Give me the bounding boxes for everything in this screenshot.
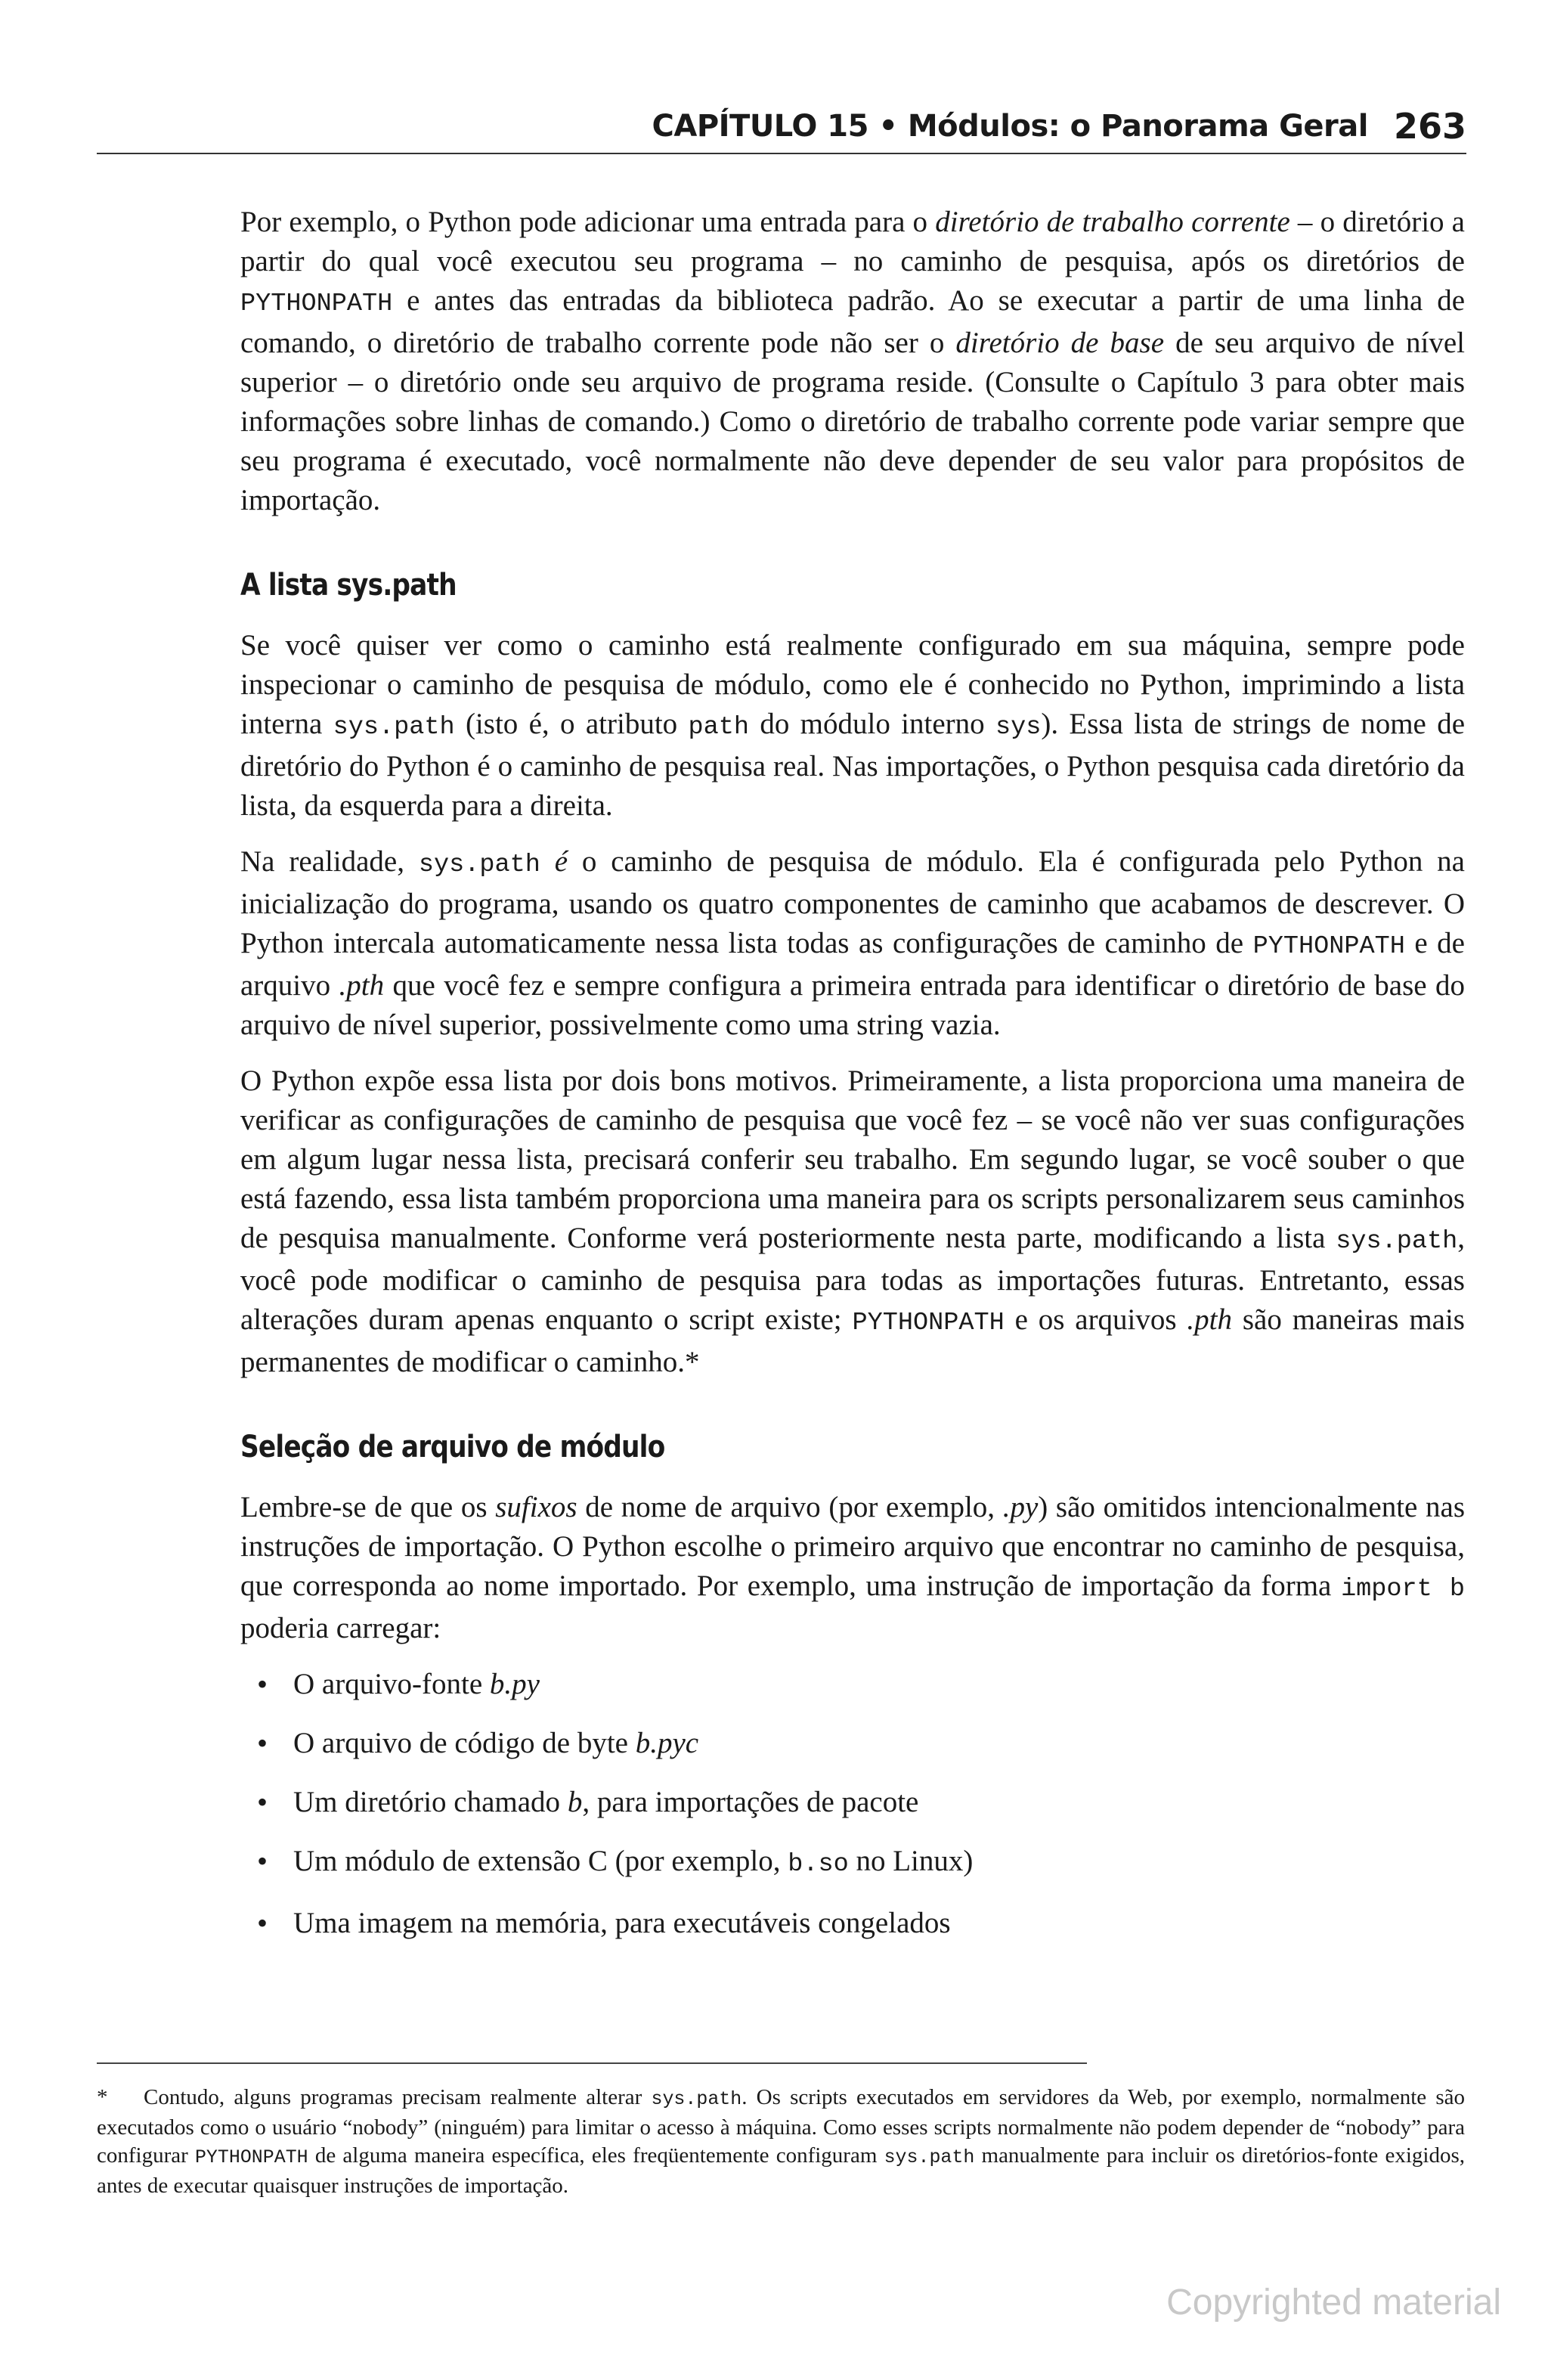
paragraph: O Python expõe essa lista por dois bons motivos. Primeiramente, a lista proporciona uma maneira de verificar as configurações de caminho de pesquisa que você fez – se você não ver suas configurações em algum lugar nessa lista, precisará conferir seu trabalho. Em segundo lugar, se você souber o que está fazendo, essa lista também proporciona uma maneira para os scripts personalizarem seus caminhos de pesquisa manualmente. Conforme verá posteriormente nesta parte, modificando a lista sys.path, você pode modificar o caminho de pesquisa para todas as importações futuras. Entretanto, essas alterações duram apenas enquanto o script existe; PYTHONPATH e os arquivos .pth são maneiras mais permanentes de modificar o caminho.*	[240, 1064, 1465, 1378]
list-item: • Uma imagem na memória, para executáveis congelados	[257, 1904, 1465, 1943]
footnote-rule	[97, 2062, 1087, 2064]
footnote	[97, 2084, 1465, 2200]
footnote-text: Contudo, alguns programas precisam realmente alterar sys.path. Os scripts executados em servidores da Web, por exemplo, normalmente são executados como o usuário “nobody” (ninguém) para limitar o acesso à máquina. Como esses scripts normalmente não podem depender de “nobody” para configurar PYTHONPATH de alguma maneira específica, eles freqüentemente configuram sys.path manualmente para incluir os diretórios-fonte exigidos, antes de executar quaisquer instruções de importação.	[97, 2085, 1466, 2198]
body-text	[240, 203, 1465, 1963]
list-item: • O arquivo de código de byte b.pyc	[257, 1724, 1465, 1763]
paragraph: Se você quiser ver como o caminho está realmente configurado em sua máquina, sempre pode inspecionar o caminho de pesquisa de módulo, como ele é conhecido no Python, imprimindo a lista interna sys.path (isto é, o atributo path do módulo interno sys). Essa lista de strings de nome de diretório do Python é o caminho de pesquisa real. Nas importações, o Python pesquisa cada diretório da lista, da esquerda para a direita.	[240, 629, 1466, 822]
copyright-watermark: Copyrighted material	[1166, 2282, 1501, 2323]
footnote-mark: *	[97, 2085, 108, 2109]
list-item: • Um diretório chamado b, para importações de pacote	[257, 1783, 1465, 1822]
running-title: CAPÍTULO 15 • Módulos: o Panorama Geral	[652, 109, 1368, 144]
header-rule	[97, 153, 1466, 154]
section-heading: Seleção de arquivo de módulo	[240, 1430, 665, 1464]
running-head	[97, 106, 1466, 159]
section-heading: A lista sys.path	[240, 568, 457, 603]
page-number: 263	[1393, 106, 1466, 147]
list-item: • O arquivo-fonte b.py	[257, 1665, 1465, 1704]
bullet-list	[240, 1665, 1465, 1943]
paragraph: Na realidade, sys.path é o caminho de pesquisa de módulo. Ela é configurada pelo Python na inicialização do programa, usando os quatro componentes de caminho que acabamos de descrever. O Python intercala automaticamente nessa lista todas as configurações de caminho de PYTHONPATH e de arquivo .pth que você fez e sempre configura a primeira entrada para identificar o diretório de base do arquivo de nível superior, possivelmente como uma string vazia.	[240, 845, 1465, 1041]
list-item: • Um módulo de extensão C (por exemplo, b.so no Linux)	[257, 1842, 1465, 1884]
paragraph: Lembre-se de que os sufixos de nome de arquivo (por exemplo, .py) são omitidos intencionalmente nas instruções de importação. O Python escolhe o primeiro arquivo que encontrar no caminho de pesquisa, que corresponda ao nome importado. Por exemplo, uma instrução de importação da forma import b poderia carregar:	[240, 1491, 1465, 1644]
paragraph: Por exemplo, o Python pode adicionar uma entrada para o diretório de trabalho corrente – o diretório a partir do qual você executou seu programa – no caminho de pesquisa, após os diretórios de PYTHONPATH e antes das entradas da biblioteca padrão. Ao se executar a partir de uma linha de comando, o diretório de trabalho corrente pode não ser o diretório de base de seu arquivo de nível superior – o diretório onde seu arquivo de programa reside. (Consulte o Capítulo 3 para obter mais informações sobre linhas de comando.) Como o diretório de trabalho corrente pode variar sempre que seu programa é executado, você normalmente não deve depender de seu valor para propósitos de importação.	[240, 206, 1465, 516]
